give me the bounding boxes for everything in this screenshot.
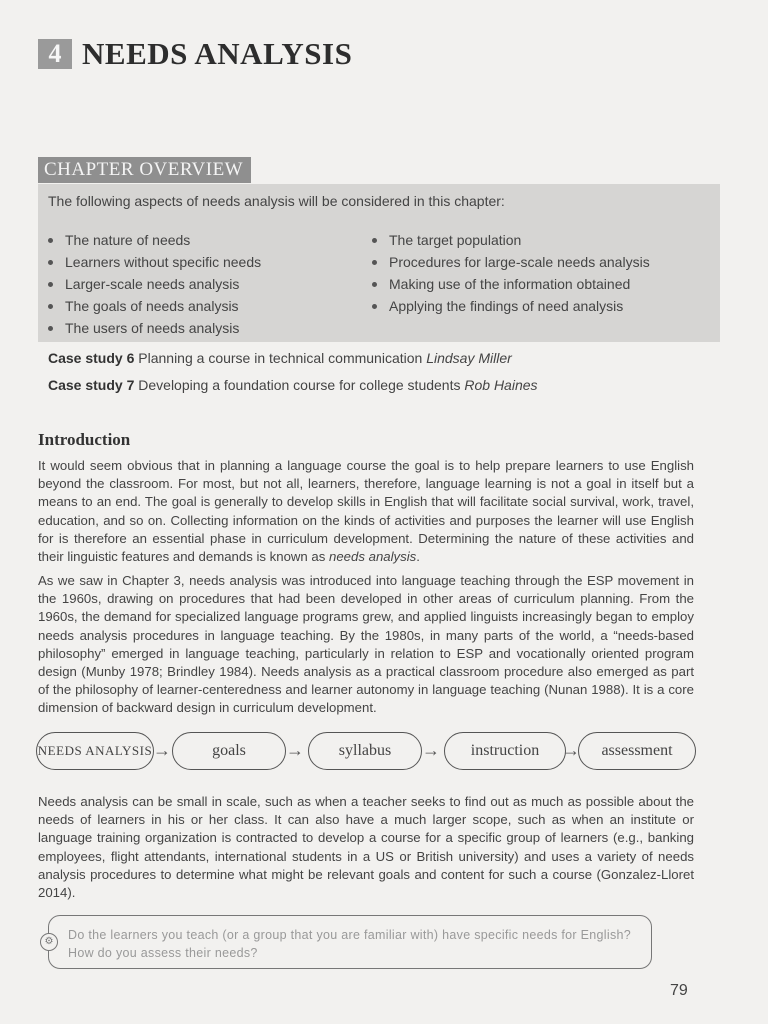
reflection-icon: ⚙ bbox=[40, 933, 58, 951]
case-study-label: Case study 7 bbox=[48, 377, 135, 393]
bullet-icon bbox=[48, 238, 53, 243]
list-item: Applying the findings of need analysis bbox=[372, 295, 650, 317]
list-item: Learners without specific needs bbox=[48, 251, 261, 273]
section-heading-introduction: Introduction bbox=[38, 430, 131, 449]
case-study-author: Rob Haines bbox=[464, 377, 538, 393]
case-study-author: Lindsay Miller bbox=[426, 350, 512, 366]
page-number: 79 bbox=[670, 982, 688, 999]
chapter-title bbox=[38, 36, 352, 72]
bullet-icon bbox=[48, 326, 53, 331]
list-item: The users of needs analysis bbox=[48, 317, 261, 339]
arrow-right-icon: → bbox=[153, 740, 171, 760]
reflection-question: Do the learners you teach (or a group that you are familiar with) have specific needs for English? How do you assess their needs? bbox=[68, 928, 632, 960]
case-study-label: Case study 6 bbox=[48, 350, 135, 366]
bullet-icon bbox=[372, 260, 377, 265]
case-study-7 bbox=[48, 377, 538, 393]
chapter-number: 4 bbox=[38, 39, 72, 69]
flow-node-assessment: assessment bbox=[578, 732, 696, 770]
list-item: Procedures for large-scale needs analysis bbox=[372, 251, 650, 273]
list-item: The goals of needs analysis bbox=[48, 295, 261, 317]
bullet-icon bbox=[372, 304, 377, 309]
term-needs-analysis: needs analysis bbox=[329, 549, 417, 565]
paragraph-2: As we saw in Chapter 3, needs analysis was introduced into language teaching through the ESP movement in the 1960s, drawing on procedures that had been developed in other areas of curriculum planning. From the 1960s, the demand for specialized language programs grew, and applied linguists increasingly began to employ needs analysis procedures in language teaching. By the 1980s, in many parts of the world, a “needs-based philosophy” emerged in language teaching, particularly in relation to ESP and vocationally oriented program design (Munby 1978; Brindley 1984). Needs analysis as a practical classroom procedure also emerged as part of the philosophy of learner-centeredness and learner autonomy in language teaching (Nunan 1988). It is a core dimension of backward design in curriculum development. bbox=[38, 573, 694, 716]
bullet-icon bbox=[48, 282, 53, 287]
bullet-icon bbox=[372, 238, 377, 243]
case-study-6 bbox=[48, 350, 512, 366]
overview-list-right bbox=[372, 229, 650, 317]
bullet-icon bbox=[48, 260, 53, 265]
case-study-title: Planning a course in technical communication bbox=[138, 350, 423, 366]
arrow-right-icon: → bbox=[422, 740, 440, 760]
list-item: Making use of the information obtained bbox=[372, 273, 650, 295]
list-item: The nature of needs bbox=[48, 229, 261, 251]
bullet-icon bbox=[48, 304, 53, 309]
flow-node-syllabus: syllabus bbox=[308, 732, 422, 770]
paragraph-3: Needs analysis can be small in scale, such as when a teacher seeks to find out as much as possible about the needs of learners in his or her class. It can also have a much larger scope, such as when an institute or language training organization is contracted to develop a course for a specific group of learners (e.g., banking employees, flight attendants, international students in a US or British university) and uses a variety of needs analysis procedures to determine what might be relevant goals and content for such a course (Gonzalez-Lloret 2014). bbox=[38, 794, 694, 901]
list-item: The target population bbox=[372, 229, 650, 251]
needs-analysis-flow-diagram bbox=[36, 732, 696, 772]
bullet-icon bbox=[372, 282, 377, 287]
overview-list-left bbox=[48, 229, 261, 339]
arrow-right-icon: → bbox=[562, 740, 580, 760]
paragraph-1: It would seem obvious that in planning a language course the goal is to help prepare learners to use English beyond the classroom. For most, but not all, learners, therefore, language learning is not a goal in itself but a means to an end. The goal is generally to develop skills in English that will facilitate social survival, work, travel, education, and so on. Collecting information on the kinds of activities and purposes the learner will use English for is therefore an essential phase in curriculum development. Determining the nature of these activities and their linguistic features and demands is known as needs analysis. bbox=[38, 458, 694, 565]
flow-node-instruction: instruction bbox=[444, 732, 566, 770]
chapter-overview-label: CHAPTER OVERVIEW bbox=[38, 157, 251, 183]
flow-node-needs-analysis: NEEDS ANALYSIS bbox=[36, 732, 154, 770]
chapter-overview-box bbox=[38, 184, 720, 342]
overview-intro: The following aspects of needs analysis will be considered in this chapter: bbox=[48, 193, 505, 209]
chapter-name: NEEDS ANALYSIS bbox=[82, 36, 353, 71]
arrow-right-icon: → bbox=[286, 740, 304, 760]
case-study-title: Developing a foundation course for college students bbox=[138, 377, 461, 393]
flow-node-goals: goals bbox=[172, 732, 286, 770]
list-item: Larger-scale needs analysis bbox=[48, 273, 261, 295]
